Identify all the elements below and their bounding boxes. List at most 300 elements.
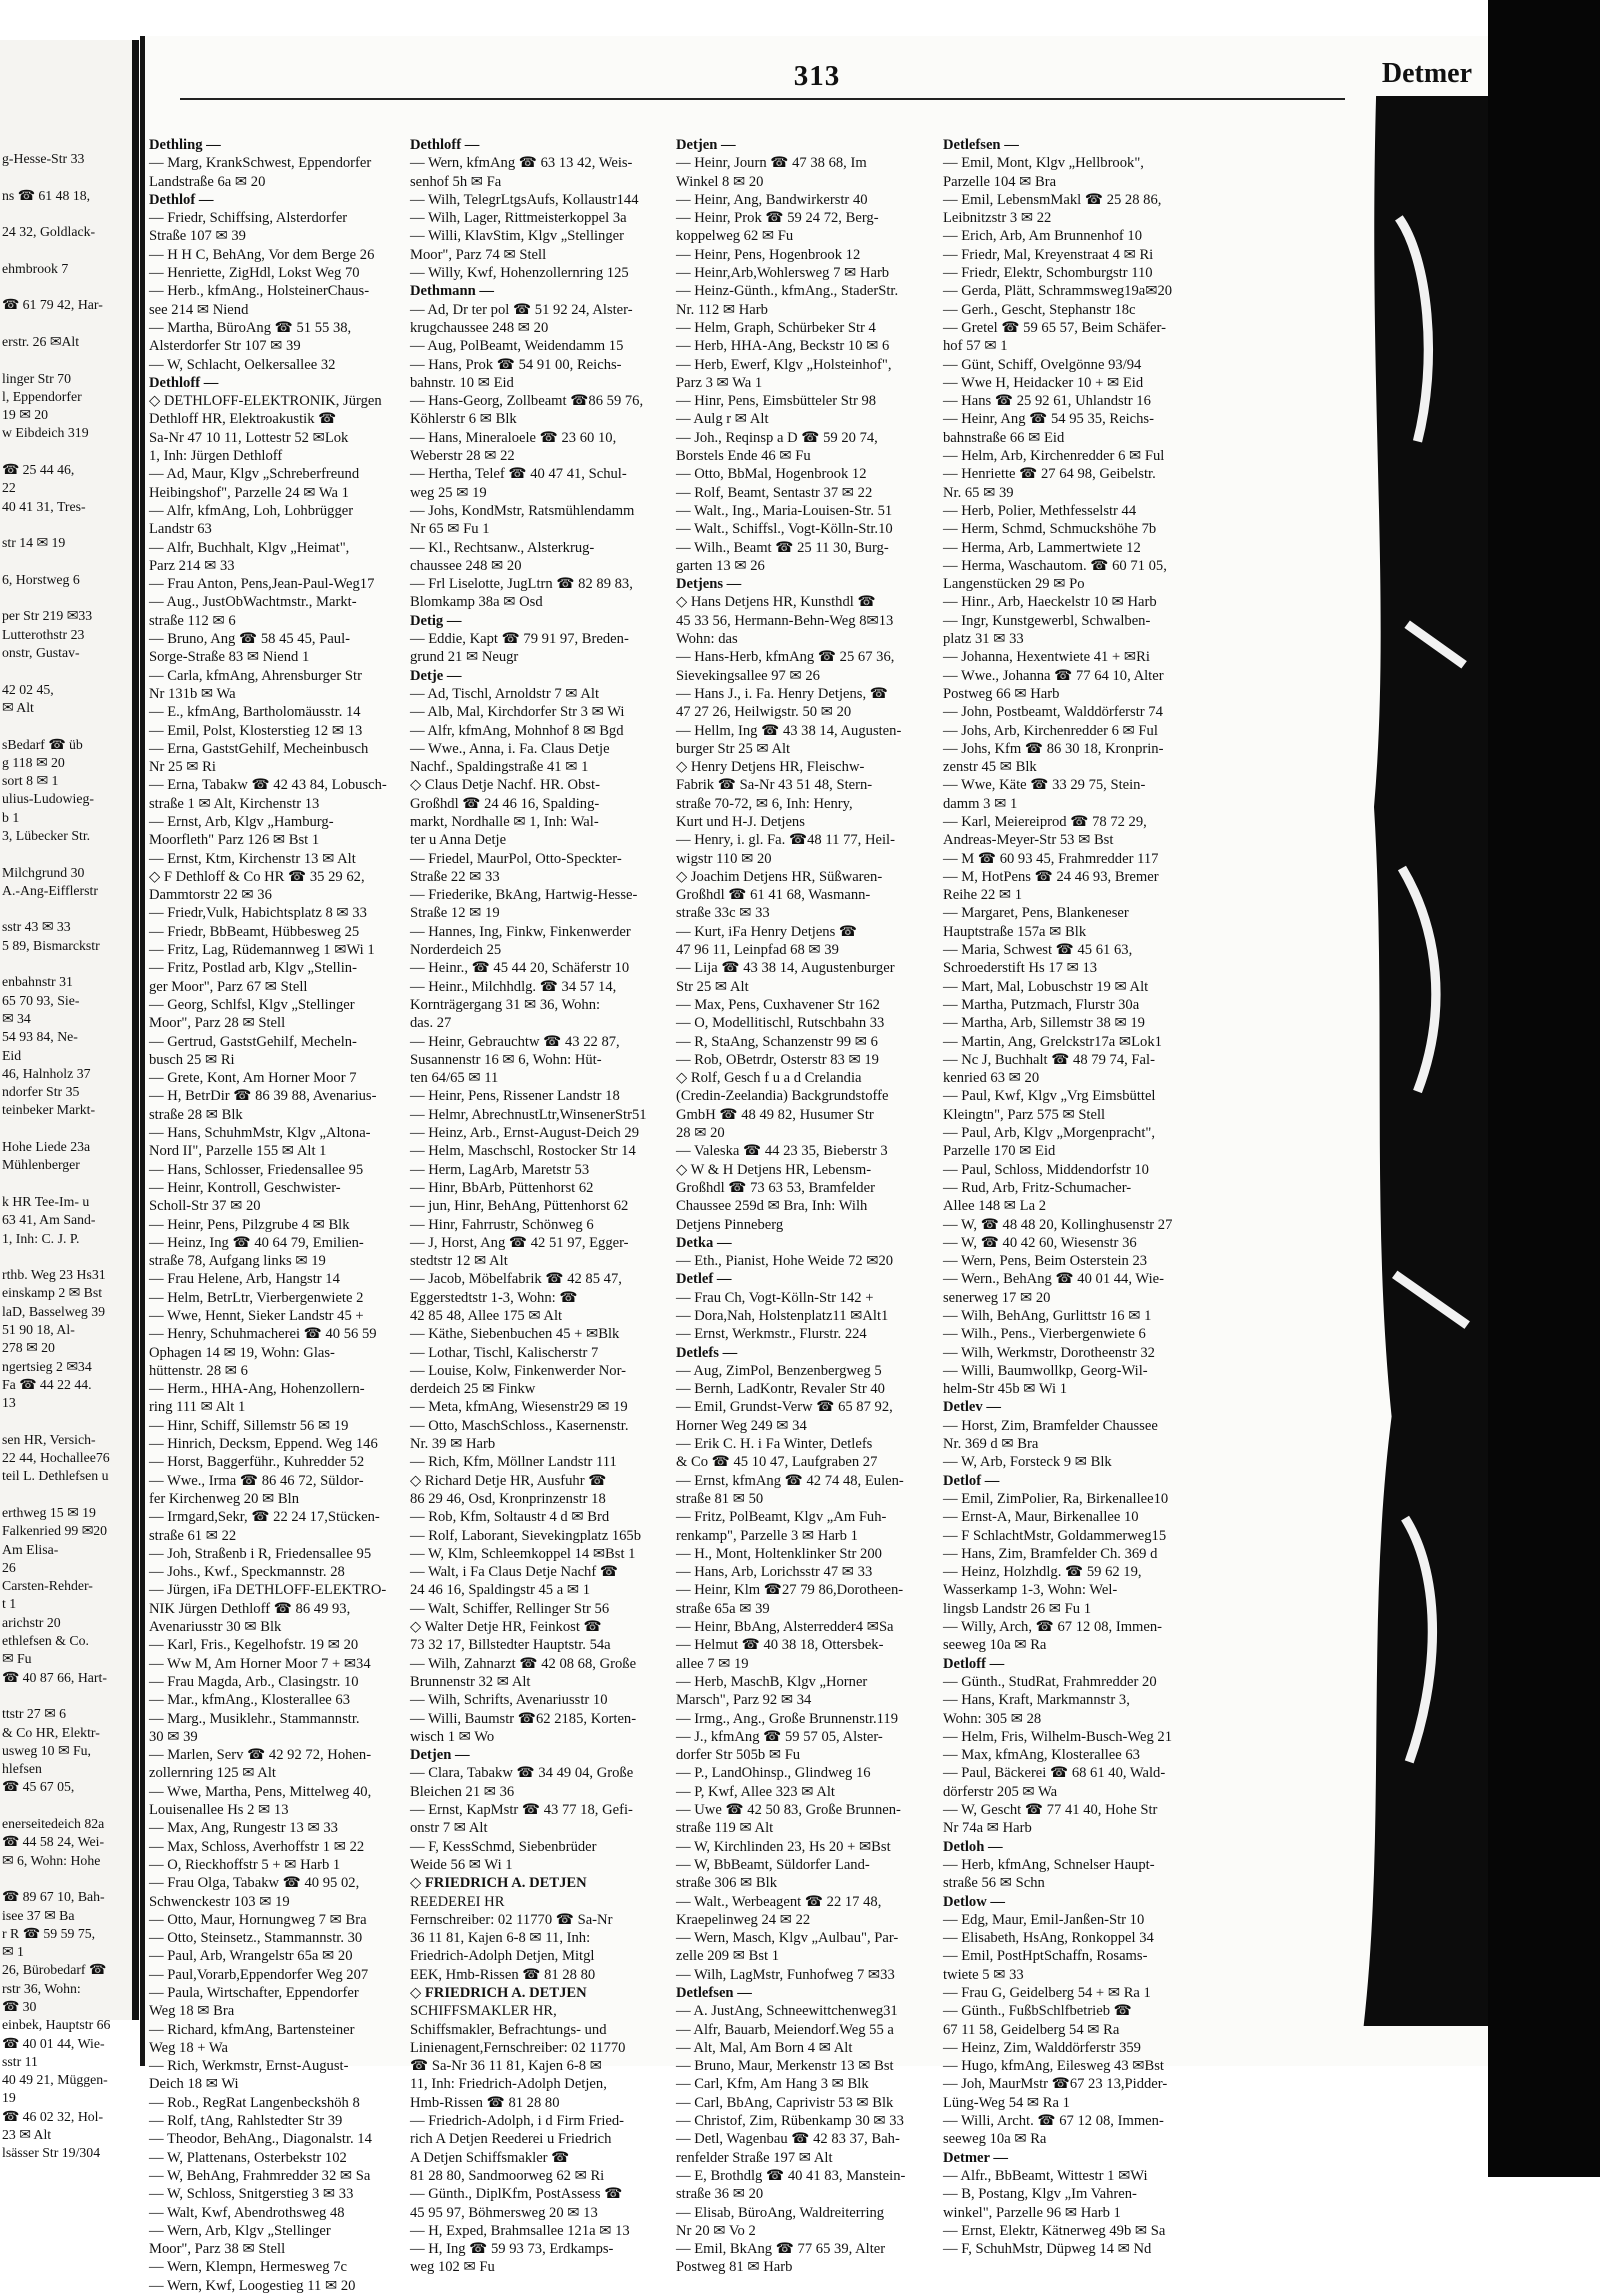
- entry-line: — Ernst, Werkmstr., Flurstr. 224: [676, 1326, 867, 1343]
- fragment-line: str 14 ✉ 19: [2, 535, 66, 551]
- fragment-line: laD, Basselweg 39: [2, 1303, 106, 1319]
- entry-line: — Friedr, BbBeamt, Hübbesweg 25: [149, 923, 360, 940]
- entry-line: damm 3 ✉ 1: [943, 795, 1018, 812]
- fragment-line: [2, 662, 130, 680]
- entry-line: — Rich, Kfm, Möllner Landstr 111: [410, 1454, 617, 1471]
- entry-line: — Heinr, Pens, Rissener Landstr 18: [410, 1088, 620, 1105]
- entry-line: — Heinr., Milchhdlg. ☎ 34 57 14,: [410, 978, 617, 995]
- entry-line: Weberstr 28 ✉ 22: [410, 448, 515, 465]
- entry-line: — Ernst, Ktm, Kirchenstr 13 ✉ Alt: [149, 850, 356, 867]
- entry-line: — Herb, HHA-Ang, Beckstr 10 ✉ 6: [676, 338, 890, 355]
- entry-line: — Günth., FußbSchlfbetrieb ☎: [943, 2003, 1132, 2020]
- entry-line: — Heinr, Gebrauchtw ☎ 43 22 87,: [410, 1033, 620, 1050]
- fragment-line: [2, 351, 130, 369]
- fragment-line: sstr 11: [2, 2053, 38, 2069]
- entry-line: — W, ☎ 48 48 20, Kollinghusenstr 27: [943, 1216, 1173, 1233]
- fragment-line: 46, Halnholz 37: [2, 1065, 91, 1081]
- scan-border-right: [1488, 0, 1600, 2177]
- entry-line: Detloh —: [943, 1838, 1003, 1855]
- entry-line: — Henriette, ZigHdl, Lokst Weg 70: [149, 265, 360, 282]
- entry-line: Großhdl ☎ 73 63 53, Bramfelder: [676, 1179, 875, 1196]
- entry-line: — Hans, Schlosser, Friedensallee 95: [149, 1161, 364, 1178]
- fragment-line: erthweg 15 ✉ 19: [2, 1504, 96, 1520]
- entry-line: — Joh., Reqinsp a D ☎ 59 20 74,: [676, 429, 878, 446]
- entry-line: — Alfr., BbBeamt, Wittestr 1 ✉Wi: [943, 2167, 1148, 2184]
- entry-line: — Paul,Vorarb,Eppendorfer Weg 207: [149, 1966, 369, 1983]
- fragment-line: 3, Lübecker Str.: [2, 827, 91, 843]
- entry-line: — Rolf, tAng, Rahlstedter Str 39: [149, 2113, 343, 2130]
- entries-column-4: [943, 136, 1213, 2258]
- entry-line: — Herb., kfmAng., HolsteinerChaus-: [149, 283, 370, 300]
- entry-line: — Erna, GaststGehilf, Mecheinbusch: [149, 740, 369, 757]
- entry-line: ◇ Walter Detje HR, Feinkost ☎: [410, 1619, 602, 1636]
- entry-line: dörferstr 205 ✉ Wa: [943, 1783, 1058, 1800]
- entry-line: Nr 74a ✉ Harb: [943, 1820, 1032, 1837]
- entry-line: ger Moor", Parz 67 ✉ Stell: [149, 978, 308, 995]
- entry-line: — Friedrich-Adolph, i d Firm Fried-: [410, 2113, 625, 2130]
- entry-line: — Wwe, Hennt, Sieker Landstr 45 +: [149, 1308, 364, 1324]
- fragment-line: [2, 1248, 130, 1266]
- entry-line: Lüng-Weg 54 ✉ Ra 1: [943, 2094, 1070, 2111]
- entry-line: Straße 107 ✉ 39: [149, 228, 246, 245]
- entry-line: — Wern, Masch, Klgv „Aulbau", Par-: [676, 1930, 899, 1947]
- entry-line: — Friederike, BkAng, Hartwig-Hesse-: [410, 887, 638, 904]
- entry-line: Nr 131b ✉ Wa: [149, 685, 236, 702]
- entry-line: Köhlerstr 6 ✉ Blk: [410, 411, 517, 428]
- entry-line: allee 7 ✉ 19: [676, 1655, 749, 1672]
- entry-line: Detloff —: [943, 1655, 1005, 1672]
- fragment-line: ☎ 45 67 05,: [2, 1779, 75, 1795]
- entry-line: — Ww M, Am Horner Moor 7 + ✉34: [149, 1655, 371, 1672]
- entry-line: Dethloff HR, Elektroakustik ☎: [149, 411, 337, 428]
- entry-line: — Friedr, Mal, Kreyenstraat 4 ✉ Ri: [943, 246, 1154, 263]
- entry-line: & Co ☎ 45 10 47, Laufgraben 27: [676, 1454, 878, 1471]
- entry-line: — Wwe., Johanna ☎ 77 64 10, Alter: [943, 667, 1164, 684]
- fragment-line: rthb. Weg 23 Hs31: [2, 1267, 106, 1283]
- entry-line: — Erna, Tabakw ☎ 42 43 84, Lobusch-: [149, 777, 387, 794]
- entry-line: seeweg 10a ✉ Ra: [943, 2131, 1047, 2148]
- entry-line: — Otto, MaschSchloss., Kasernenstr.: [410, 1417, 629, 1434]
- entry-line: — R, StaAng, Schanzenstr 99 ✉ 6: [676, 1033, 878, 1050]
- fragment-line: Eid: [2, 1047, 22, 1063]
- entry-line: — Hertha, Telef ☎ 40 47 41, Schul-: [410, 466, 627, 483]
- fragment-line: [2, 241, 130, 259]
- entry-line: — Paul, Arb, Wrangelstr 65a ✉ 20: [149, 1948, 353, 1965]
- fragment-line: 19 ✉ 20: [2, 407, 49, 423]
- entry-line: 47 96 11, Leinpfad 68 ✉ 39: [676, 942, 839, 959]
- entry-line: — Hinr, BbArb, Püttenhorst 62: [410, 1179, 594, 1196]
- entry-line: — Herb, MaschB, Klgv „Horner: [676, 1673, 868, 1690]
- entry-line: dorfer Str 505b ✉ Fu: [676, 1747, 801, 1764]
- entry-line: — Wern, Klempn, Hermesweg 7c: [149, 2259, 347, 2276]
- entry-line: garten 13 ✉ 26: [676, 557, 765, 574]
- entry-line: — Ad, Dr ter pol ☎ 51 92 24, Alster-: [410, 301, 633, 318]
- entry-line: krugchaussee 248 ✉ 20: [410, 319, 549, 336]
- entry-line: — Frau Magda, Arb., Clasingstr. 10: [149, 1673, 359, 1690]
- entry-line: — Alb, Mal, Kirchdorfer Str 3 ✉ Wi: [410, 704, 625, 721]
- binding-edge-overprint: [1345, 96, 1490, 2026]
- entry-line: — W, Klm, Schleemkoppel 14 ✉Bst 1: [410, 1545, 636, 1562]
- entry-line: zelle 209 ✉ Bst 1: [676, 1948, 780, 1965]
- entry-line: rich A Detjen Reederei u Friedrich: [410, 2131, 612, 2148]
- entry-line: burger Str 25 ✉ Alt: [676, 740, 791, 757]
- entry-line: — W, BehAng, Frahmredder 32 ✉ Sa: [149, 2167, 371, 2184]
- entry-line: — Dora,Nah, Holstenplatz11 ✉Alt1: [676, 1308, 889, 1324]
- entry-line: markt, Nordhalle ✉ 1, Inh: Wal-: [410, 813, 599, 830]
- entry-line: Deich 18 ✉ Wi: [149, 2076, 239, 2093]
- entry-line: — Hinr, Pens, Eimsbütteler Str 98: [676, 393, 877, 410]
- entry-line: weg 102 ✉ Fu: [410, 2259, 495, 2276]
- entry-line: — Wilh, Zahnarzt ☎ 42 08 68, Große: [410, 1655, 637, 1672]
- entry-line: — Hannes, Ing, Finkw, Finkenwerder: [410, 923, 631, 940]
- entry-line: — Emil, Grundst-Verw ☎ 65 87 92,: [676, 1399, 893, 1416]
- entry-line: — Horst, Zim, Bramfelder Chaussee: [943, 1417, 1158, 1434]
- fragment-line: Mühlenberger: [2, 1157, 80, 1173]
- entry-line: — Günt, Schiff, Ovelgönne 93/94: [943, 356, 1142, 373]
- entry-line: — Alfr, Buchhalt, Klgv „Heimat",: [149, 539, 350, 556]
- entry-line: — Fritz, Postlad arb, Klgv „Stellin-: [149, 960, 357, 977]
- entry-line: — Herb, Ewerf, Klgv „Holsteinhof",: [676, 356, 892, 373]
- fragment-line: [2, 1486, 130, 1504]
- entry-line: — Ad, Tischl, Arnoldstr 7 ✉ Alt: [410, 685, 600, 702]
- entry-line: — Edg, Maur, Emil-Janßen-Str 10: [943, 1911, 1145, 1928]
- entry-line: senerweg 17 ✉ 20: [943, 1289, 1051, 1306]
- entry-line: ◇ FRIEDRICH A. DETJEN: [410, 1984, 587, 2001]
- entry-line: Wasserkamp 1-3, Wohn: Wel-: [943, 1582, 1118, 1599]
- entry-line: zollernring 125 ✉ Alt: [149, 1765, 276, 1782]
- fragment-line: per Str 219 ✉33: [2, 608, 93, 624]
- entry-line: Avenariusstr 30 ✉ Blk: [149, 1619, 282, 1636]
- entry-line: — Emil, ZimPolier, Ra, Birkenallee10: [943, 1490, 1169, 1507]
- entry-line: kenried 63 ✉ 20: [943, 1070, 1040, 1087]
- entry-line: hüttenstr. 28 ✉ 6: [149, 1362, 248, 1379]
- entry-line: — Wilh, BehAng, Gurlittstr 16 ✉ 1: [943, 1308, 1152, 1324]
- entry-line: 30 ✉ 39: [149, 1728, 198, 1745]
- fragment-line: k HR Tee-Im- u: [2, 1193, 90, 1209]
- entry-line: 36 11 81, Kajen 6-8 ✉ 11, Inh:: [410, 1930, 591, 1947]
- entry-line: — Otto, Steinsetz., Stammannstr. 30: [149, 1930, 363, 1947]
- entry-line: — Helm, Maschschl, Rostocker Str 14: [410, 1143, 636, 1160]
- entry-line: 86 29 46, Osd, Kronprinzenstr 18: [410, 1490, 606, 1507]
- fragment-line: ☎ 44 58 24, Wei-: [2, 1834, 105, 1850]
- entry-line: — Ernst-A, Maur, Birkenallee 10: [943, 1509, 1139, 1526]
- entry-line: — Heinz, Arb., Ernst-August-Deich 29: [410, 1125, 639, 1142]
- entry-line: straße 61 ✉ 22: [149, 1527, 237, 1544]
- entry-line: Nr. 65 ✉ 39: [943, 484, 1014, 501]
- entry-line: — Willy, Arch, ☎ 67 12 08, Immen-: [943, 1619, 1163, 1636]
- entry-line: Detjens —: [676, 576, 742, 593]
- entry-line: Straße 12 ✉ 19: [410, 905, 500, 922]
- entry-line: — Martha, Arb, Sillemstr 38 ✉ 19: [943, 1015, 1145, 1032]
- entry-line: 45 95 97, Böhmersweg 20 ✉ 13: [410, 2204, 598, 2221]
- entry-line: — Gerda, Plätt, Schrammsweg19a✉20: [943, 283, 1173, 300]
- entry-line: ◇ W & H Detjens HR, Lebensm-: [676, 1161, 872, 1178]
- fragment-line: & Co HR, Elektr-: [2, 1724, 100, 1740]
- entry-line: Nr 25 ✉ Ri: [149, 759, 216, 776]
- entry-line: Schiffsmakler, Befrachtungs- und: [410, 2021, 607, 2038]
- entry-line: Detlev —: [943, 1399, 1001, 1416]
- entry-line: — Irmg., Ang., Große Brunnenstr.119: [676, 1710, 898, 1727]
- entry-line: — Irmgard,Sekr, ☎ 22 24 17,Stücken-: [149, 1509, 380, 1526]
- entry-line: GmbH ☎ 48 49 82, Husumer Str: [676, 1106, 874, 1123]
- fragment-line: ☎ 40 01 44, Wie-: [2, 2035, 105, 2051]
- entry-line: — Joh, Straßenb i R, Friedensallee 95: [149, 1545, 372, 1562]
- entry-line: — W, ☎ 40 42 60, Wiesenstr 36: [943, 1234, 1137, 1251]
- entry-line: straße 306 ✉ Blk: [676, 1875, 777, 1892]
- entry-line: Detjens Pinneberg: [676, 1216, 784, 1233]
- entry-line: — Helm, Fris, Wilhelm-Busch-Weg 21: [943, 1728, 1173, 1745]
- entry-line: — Martin, Ang, Grelckstr17a ✉Lok1: [943, 1033, 1162, 1050]
- entry-line: — Margaret, Pens, Blankeneser: [943, 905, 1129, 922]
- entry-line: Sievekingsallee 97 ✉ 26: [676, 667, 820, 684]
- entry-line: 28 ✉ 20: [676, 1125, 725, 1142]
- entry-line: Weg 18 + Wa: [149, 2039, 228, 2056]
- entry-line: — H, Ing ☎ 59 93 73, Erdkamps-: [410, 2241, 614, 2258]
- entry-line: Hmb-Rissen ☎ 81 28 80: [410, 2094, 560, 2111]
- entry-line: — Mar., kfmAng., Klosterallee 63: [149, 1692, 351, 1709]
- entry-line: — Valeska ☎ 44 23 35, Bieberstr 3: [676, 1143, 888, 1160]
- entry-line: Fabrik ☎ Sa-Nr 43 51 48, Stern-: [676, 777, 873, 794]
- entry-line: Straße 22 ✉ 33: [410, 868, 500, 885]
- entry-line: — Carla, kfmAng, Ahrensburger Str: [149, 667, 362, 684]
- fragment-line: ☎ 89 67 10, Bah-: [2, 1889, 105, 1905]
- entry-line: — John, Postbeamt, Walddörferstr 74: [943, 704, 1163, 721]
- entry-line: Nachf., Spaldingstraße 41 ✉ 1: [410, 759, 589, 776]
- entry-line: senhof 5h ✉ Fa: [410, 173, 502, 190]
- fragment-line: ttstr 27 ✉ 6: [2, 1706, 67, 1722]
- fragment-line: [2, 589, 130, 607]
- fragment-line: g 118 ✉ 20: [2, 754, 65, 770]
- entry-line: Dethloff —: [149, 374, 219, 391]
- entry-line: Allee 148 ✉ La 2: [943, 1198, 1047, 1215]
- entry-line: — Ernst, Elektr, Kätnerweg 49b ✉ Sa: [943, 2222, 1166, 2239]
- entry-line: ◇ Joachim Detjens HR, Süßwaren-: [676, 868, 883, 885]
- fragment-line: sstr 43 ✉ 33: [2, 919, 71, 935]
- entry-line: Dethling —: [149, 137, 221, 153]
- entry-line: — Louise, Kolw, Finkenwerder Nor-: [410, 1362, 626, 1379]
- entry-line: — Walt., Schiffsl., Vogt-Kölln-Str.10: [676, 521, 893, 538]
- entry-line: — Henry, i. gl. Fa. ☎48 11 77, Heil-: [676, 832, 895, 849]
- entry-line: — Herb, Polier, Methfesselstr 44: [943, 502, 1137, 519]
- entry-line: — Ernst, KapMstr ☎ 43 77 18, Gefi-: [410, 1802, 633, 1819]
- entry-line: — Grete, Kont, Am Horner Moor 7: [149, 1070, 357, 1087]
- entry-line: — E, Brothdlg ☎ 40 41 83, Manstein-: [676, 2167, 906, 2184]
- entry-line: — Willi, KlavStim, Klgv „Stellinger: [410, 228, 624, 245]
- fragment-line: einskamp 2 ✉ Bst: [2, 1285, 103, 1301]
- entries-column-3: [676, 136, 938, 2277]
- entry-line: ring 111 ✉ Alt 1: [149, 1399, 246, 1416]
- entry-line: Dethmann —: [410, 283, 494, 300]
- fragment-line: Am Elisa-: [2, 1541, 59, 1557]
- previous-page-fragment: [0, 40, 139, 2161]
- fragment-line: [2, 1797, 130, 1815]
- entry-line: — F SchlachtMstr, Goldammerweg15: [943, 1527, 1167, 1544]
- entry-line: — Georg, Schlfsl, Klgv „Stellinger: [149, 996, 355, 1013]
- entry-line: — Emil, BkAng ☎ 77 65 39, Alter: [676, 2241, 886, 2258]
- entry-line: — Karl, Meiereiprod ☎ 78 72 29,: [943, 813, 1147, 830]
- fragment-line: 23 ✉ Alt: [2, 2127, 52, 2143]
- entry-line: Nr. 112 ✉ Harb: [676, 301, 768, 318]
- entry-line: — Herm., HHA-Ang, Hohenzollern-: [149, 1381, 365, 1398]
- entry-line: hof 57 ✉ 1: [943, 338, 1008, 355]
- entry-line: — Heinr, Pens, Hogenbrook 12: [676, 246, 861, 263]
- entry-line: — Emil, LebensmMakl ☎ 25 28 86,: [943, 191, 1162, 208]
- entry-line: — H, Exped, Brahmsallee 121a ✉ 13: [410, 2222, 630, 2239]
- entry-line: Moor", Parz 74 ✉ Stell: [410, 246, 547, 263]
- entry-line: SCHIFFSMAKLER HR,: [410, 2003, 557, 2020]
- fragment-line: 22 44, Hochallee76: [2, 1450, 110, 1466]
- entry-line: 45 33 56, Hermann-Behn-Weg 8✉13: [676, 612, 894, 629]
- entry-line: — Otto, BbMal, Hogenbrook 12: [676, 466, 867, 483]
- fragment-line: ndorfer Str 35: [2, 1084, 80, 1100]
- entry-line: — M ☎ 60 93 45, Frahmredder 117: [943, 850, 1159, 867]
- fragment-line: [2, 845, 130, 863]
- entry-line: — Gerh., Gescht, Stephanstr 18c: [943, 301, 1136, 318]
- fragment-line: onstr, Gustav-: [2, 645, 80, 661]
- entry-line: — Aug., JustObWachtmstr., Markt-: [149, 594, 357, 611]
- entry-line: Heibingshof", Parzelle 24 ✉ Wa 1: [149, 484, 349, 501]
- entries-column-1: [149, 136, 407, 2295]
- entry-line: — Carl, BbAng, Caprivistr 53 ✉ Blk: [676, 2094, 894, 2111]
- entry-line: Schroederstift Hs 17 ✉ 13: [943, 960, 1098, 977]
- fragment-line: [2, 1412, 130, 1430]
- entry-line: — Hans ☎ 25 92 61, Uhlandstr 16: [943, 393, 1151, 410]
- entry-line: — Wwe H, Heidacker 10 + ✉ Eid: [943, 374, 1144, 391]
- entry-line: 42 85 48, Allee 175 ✉ Alt: [410, 1308, 563, 1324]
- entry-line: 24 46 16, Spaldingstr 45 a ✉ 1: [410, 1582, 591, 1599]
- entry-line: Nr. 369 d ✉ Bra: [943, 1436, 1039, 1453]
- entry-line: — Rolf, Beamt, Sentastr 37 ✉ 22: [676, 484, 873, 501]
- entry-line: — Jacob, Möbelfabrik ☎ 42 85 47,: [410, 1271, 622, 1288]
- entry-line: das. 27: [410, 1015, 452, 1032]
- entry-line: — Wern, Kwf, Loogestieg 11 ✉ 20: [149, 2277, 356, 2294]
- entry-line: — F, KessSchmd, Siebenbrüder: [410, 1838, 597, 1855]
- entry-line: — O, Rieckhoffstr 5 + ✉ Harb 1: [149, 1856, 341, 1873]
- entry-line: straße 33c ✉ 33: [676, 905, 770, 922]
- fragment-line: 19: [2, 2090, 16, 2106]
- fragment-line: ✉ 6, Wohn: Hohe: [2, 1852, 101, 1868]
- fragment-line: erstr. 26 ✉Alt: [2, 333, 80, 349]
- fragment-line: [2, 278, 130, 296]
- entry-line: — Hans, Zim, Bramfelder Ch. 369 d: [943, 1545, 1158, 1562]
- entry-line: — Carl, Kfm, Am Hang 3 ✉ Blk: [676, 2076, 869, 2093]
- entry-line: Nord II", Parzelle 155 ✉ Alt 1: [149, 1143, 327, 1160]
- entry-line: — Hugo, kfmAng, Eilesweg 43 ✉Bst: [943, 2058, 1164, 2075]
- entry-line: — Henry, Schuhmacherei ☎ 40 56 59: [149, 1326, 377, 1343]
- entry-line: — W, Schloss, Snitgerstieg 3 ✉ 33: [149, 2186, 354, 2203]
- entry-line: — Elisabeth, HsAng, Ronkoppel 34: [943, 1930, 1154, 1947]
- fragment-line: [2, 1870, 130, 1888]
- page-number: 313: [793, 60, 841, 92]
- entry-line: — Friedel, MaurPol, Otto-Speckter-: [410, 850, 622, 867]
- entry-line: — Frau Anton, Pens,Jean-Paul-Weg17: [149, 576, 375, 593]
- entry-line: Sa-Nr 47 10 11, Lottestr 52 ✉Lok: [149, 429, 349, 446]
- entry-line: — Walt, i Fa Claus Detje Nachf ☎: [410, 1564, 619, 1581]
- entry-line: — Paul, Kwf, Klgv „Vrg Eimsbüttel: [943, 1088, 1156, 1105]
- entry-line: Postweg 66 ✉ Harb: [943, 685, 1060, 702]
- entry-line: Parzelle 104 ✉ Bra: [943, 173, 1057, 190]
- fragment-line: Fa ☎ 44 22 44.: [2, 1376, 92, 1392]
- page-header: [145, 56, 1490, 116]
- entry-line: straße 81 ✉ 50: [676, 1490, 764, 1507]
- entry-line: — Wilh, Werkmstr, Dorotheenstr 32: [943, 1344, 1155, 1361]
- fragment-line: 1, Inh: C. J. P.: [2, 1230, 80, 1246]
- entry-line: — W, Gescht ☎ 77 41 40, Hohe Str: [943, 1802, 1158, 1819]
- fragment-line: lsässer Str 19/304: [2, 2145, 101, 2161]
- entry-line: — Christof, Zim, Rübenkamp 30 ✉ 33: [676, 2113, 904, 2130]
- entry-line: — Max, Schloss, Averhoffstr 1 ✉ 22: [149, 1838, 365, 1855]
- entry-line: Langenstücken 29 ✉ Po: [943, 576, 1085, 593]
- fragment-line: 42 02 45,: [2, 681, 54, 697]
- fragment-line: w Eibdeich 319: [2, 425, 89, 441]
- header-rule: [180, 98, 1472, 100]
- entry-line: — Maria, Schwest ☎ 45 61 63,: [943, 942, 1133, 959]
- fragment-line: ☎ 61 79 42, Har-: [2, 297, 103, 313]
- entry-line: Moor", Parz 38 ✉ Stell: [149, 2241, 286, 2258]
- entry-line: — Rolf, Laborant, Sievekingplatz 165b: [410, 1527, 642, 1544]
- entry-line: straße 56 ✉ Schn: [943, 1875, 1045, 1892]
- entry-line: Eggerstedtstr 1-3, Wohn: ☎: [410, 1289, 578, 1306]
- entry-line: Kleingtn", Parz 575 ✉ Stell: [943, 1106, 1106, 1123]
- fragment-line: sBedarf ☎ üb: [2, 736, 83, 752]
- entry-line: see 214 ✉ Niend: [149, 301, 249, 318]
- entry-line: Borstels Ende 46 ✉ Fu: [676, 448, 811, 465]
- fragment-line: [2, 443, 130, 461]
- entry-line: Detlefsen —: [676, 1984, 752, 2001]
- entry-line: — Wern, kfmAng ☎ 63 13 42, Weis-: [410, 155, 633, 172]
- entry-line: — Emil, Mont, Klgv „Hellbrook",: [943, 155, 1144, 172]
- fragment-line: 40 49 21, Müggen-: [2, 2072, 108, 2088]
- fragment-line: 26, Bürobedarf ☎: [2, 1962, 107, 1978]
- entry-line: Louisenallee Hs 2 ✉ 13: [149, 1802, 289, 1819]
- entry-line: — Heinz-Günth., kfmAng., StaderStr.: [676, 283, 899, 300]
- entry-line: — A. JustAng, Schneewittchenweg31: [676, 2003, 898, 2020]
- entry-line: — Günth., DiplKfm, PostAssess ☎: [410, 2186, 623, 2203]
- fragment-line: Carsten-Rehder-: [2, 1578, 93, 1594]
- entry-line: — Marg., Musiklehr., Stammannstr.: [149, 1710, 360, 1727]
- entry-line: Marsch", Parz 92 ✉ 34: [676, 1692, 812, 1709]
- entry-line: — Frau Helene, Arb, Hangstr 14: [149, 1271, 340, 1288]
- entry-line: — Bruno, Maur, Merkenstr 13 ✉ Bst: [676, 2058, 894, 2075]
- fragment-line: [2, 516, 130, 534]
- entry-line: — Herma, Waschautom. ☎ 60 71 05,: [943, 557, 1167, 574]
- entry-line: — Ernst, Arb, Klgv „Hamburg-: [149, 813, 334, 830]
- entry-line: — Rob., RegRat Langenbeckshöh 8: [149, 2094, 360, 2111]
- entry-line: — Wilh, Lager, Rittmeisterkoppel 3a: [410, 210, 627, 227]
- entry-line: stedtstr 12 ✉ Alt: [410, 1253, 508, 1270]
- entry-line: — W, Plattenans, Osterbekstr 102: [149, 2149, 347, 2166]
- entry-line: — Alfr, Bauarb, Meiendorf.Weg 55 a: [676, 2021, 894, 2038]
- entry-line: Detlef —: [676, 1271, 732, 1288]
- entry-line: — Willy, Kwf, Hohenzollernring 125: [410, 265, 629, 282]
- entry-line: Weg 18 ✉ Bra: [149, 2003, 235, 2020]
- directory-page: [140, 36, 1493, 2294]
- entry-line: — Heinr,Arb,Wohlersweg 7 ✉ Harb: [676, 265, 890, 282]
- entry-line: — Wilh, TelegrLtgsAufs, Kollaustr144: [410, 191, 639, 208]
- entry-line: Friedrich-Adolph Detjen, Mitgl: [410, 1948, 595, 1965]
- fragment-line: ✉ 34: [2, 1010, 31, 1026]
- entry-line: Parzelle 170 ✉ Eid: [943, 1143, 1056, 1160]
- entry-line: — Käthe, Siebenbuchen 45 + ✉Blk: [410, 1326, 620, 1343]
- entry-line: — Heinr, Journ ☎ 47 38 68, Im: [676, 155, 867, 172]
- entry-line: ◇ Hans Detjens HR, Kunsthdl ☎: [676, 594, 876, 611]
- fragment-line: Milchgrund 30: [2, 864, 85, 880]
- entry-line: — W, Kirchlinden 23, Hs 20 + ✉Bst: [676, 1838, 891, 1855]
- entry-line: Detje —: [410, 667, 462, 684]
- entry-line: — Willi, Baumstr ☎62 2185, Korten-: [410, 1710, 637, 1727]
- entry-line: — Gertrud, GaststGehilf, Mecheln-: [149, 1033, 357, 1050]
- entry-line: 81 28 80, Sandmoorweg 62 ✉ Ri: [410, 2167, 605, 2184]
